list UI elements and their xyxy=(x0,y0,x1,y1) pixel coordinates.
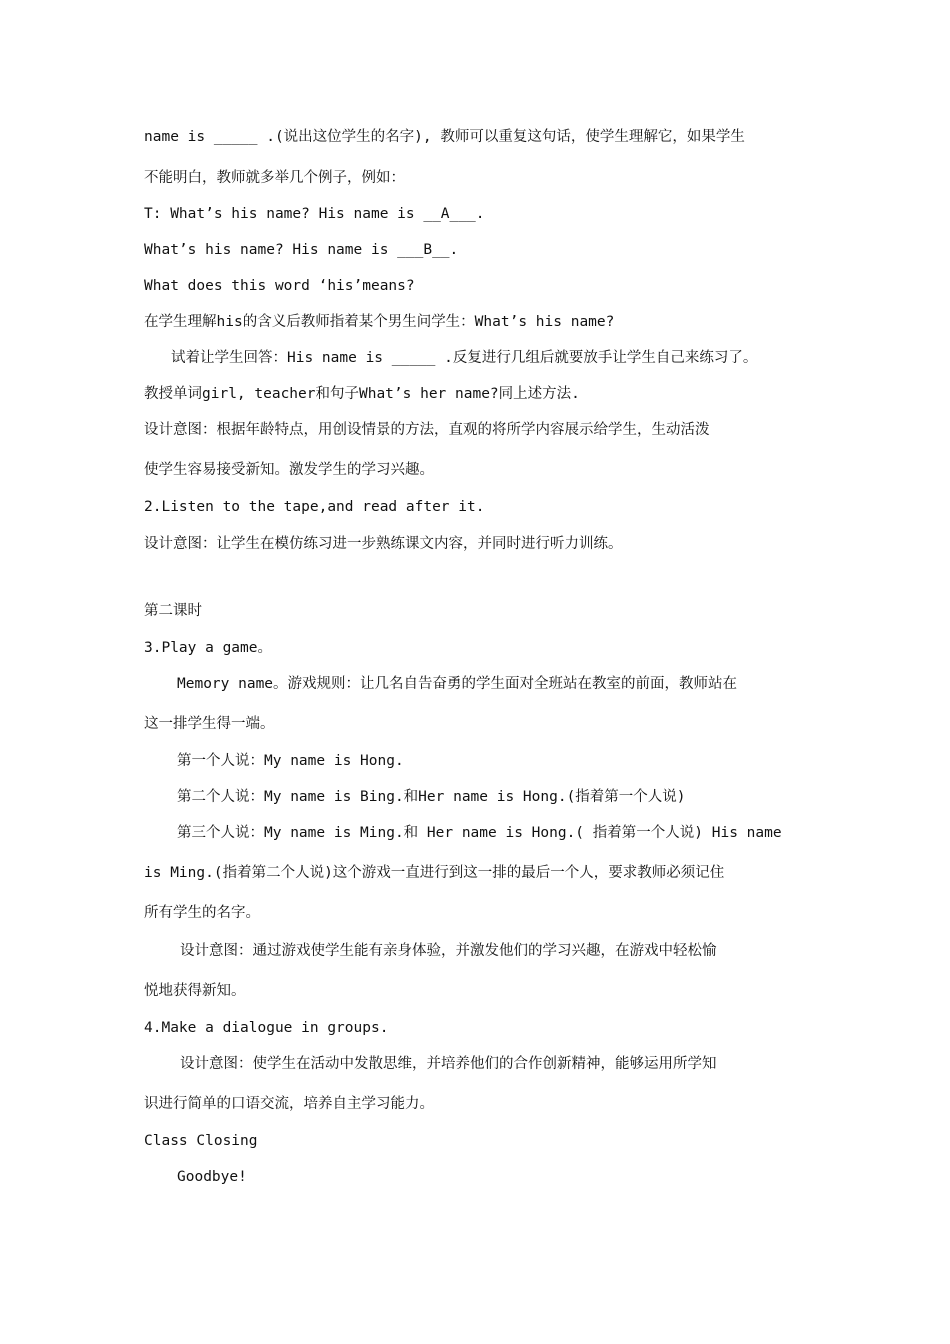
text-line: 4.Make a dialogue in groups. xyxy=(144,1020,389,1036)
text-line: 第一个人说：My name is Hong. xyxy=(177,753,404,769)
text-line: name is _____ .(说出这位学生的名字), 教师可以重复这句话，使学生理解它，如果学生 xyxy=(144,129,745,145)
text-line: 不能明白，教师就多举几个例子，例如： xyxy=(144,170,405,186)
text-line: Goodbye! xyxy=(177,1169,247,1185)
text-line: 试着让学生回答：His name is _____ .反复进行几组后就要放手让学生自己来练习了。 xyxy=(171,350,758,366)
text-line: 设计意图：让学生在模仿练习进一步熟练课文内容，并同时进行听力训练。 xyxy=(144,536,623,552)
text-line: 设计意图：根据年龄特点，用创设情景的方法，直观的将所学内容展示给学生，生动活泼 xyxy=(144,422,710,438)
text-line: What does this word ‘his’means? xyxy=(144,278,415,294)
text-line: is Ming.(指着第二个人说)这个游戏一直进行到这一排的最后一个人，要求教师必须记住 xyxy=(144,865,725,881)
text-line: Memory name。游戏规则：让几名自告奋勇的学生面对全班站在教室的前面，教师站在 xyxy=(177,676,738,692)
text-line: What’s his name? His name is ___B__. xyxy=(144,242,459,258)
text-line: 设计意图：使学生在活动中发散思维，并培养他们的合作创新精神，能够运用所学知 xyxy=(180,1056,717,1072)
text-line: 第二个人说：My name is Bing.和Her name is Hong.(指着第一个人说) xyxy=(177,789,686,805)
text-line: 所有学生的名字。 xyxy=(144,905,260,921)
text-line: 第三个人说：My name is Ming.和 Her name is Hong.( 指着第一个人说) His name xyxy=(177,825,782,841)
text-line: T: What’s his name? His name is __A___. xyxy=(144,206,485,222)
text-line: 这一排学生得一端。 xyxy=(144,716,275,732)
text-line: 悦地获得新知。 xyxy=(144,983,246,999)
text-line: 教授单词girl, teacher和句子What’s her name?同上述方法. xyxy=(144,386,580,402)
text-line: 2.Listen to the tape,and read after it. xyxy=(144,499,485,515)
text-line: 在学生理解his的含义后教师指着某个男生问学生：What’s his name? xyxy=(144,314,615,330)
text-line: 设计意图：通过游戏使学生能有亲身体验，并激发他们的学习兴趣，在游戏中轻松愉 xyxy=(180,943,717,959)
text-line: 识进行简单的口语交流，培养自主学习能力。 xyxy=(144,1096,434,1112)
text-line: 使学生容易接受新知。激发学生的学习兴趣。 xyxy=(144,462,434,478)
text-line: 3.Play a game。 xyxy=(144,640,272,656)
text-line: Class Closing xyxy=(144,1133,258,1149)
section-heading: 第二课时 xyxy=(144,603,202,619)
